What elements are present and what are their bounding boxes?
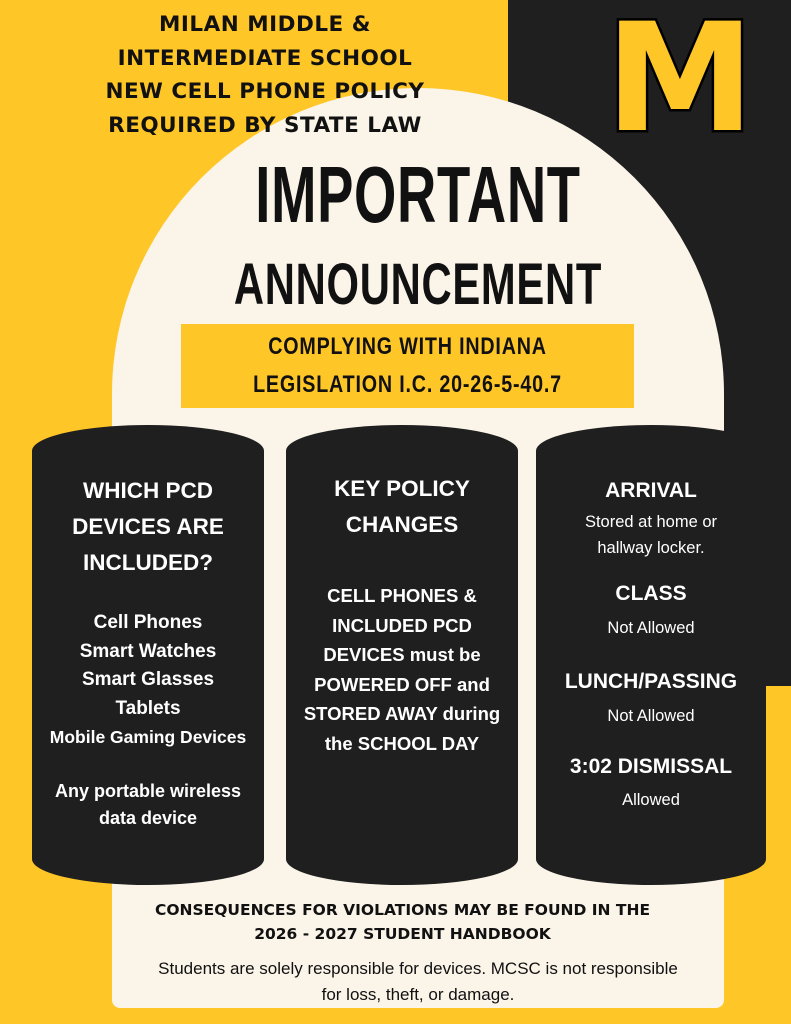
- policy-heading: [286, 471, 518, 543]
- device-item: Cell Phones: [93, 612, 203, 633]
- devices-heading: [32, 473, 264, 581]
- header-line: MILAN MIDDLE &: [159, 12, 371, 37]
- devices-extra: [32, 778, 264, 832]
- footer-line: for loss, theft, or damage.: [321, 985, 515, 1004]
- lunch-passing-label: LUNCH/PASSING: [564, 670, 738, 693]
- device-item: Mobile Gaming Devices: [49, 727, 247, 747]
- legislation-banner: [181, 324, 634, 408]
- class-label: CLASS: [615, 582, 687, 605]
- policy-column: [286, 425, 518, 885]
- policy-body: [286, 581, 518, 758]
- school-m-logo: [590, 8, 770, 140]
- devices-list: [32, 609, 264, 752]
- policy-line: CELL PHONES &: [327, 585, 477, 606]
- consequences-line: 2026 - 2027 STUDENT HANDBOOK: [254, 925, 551, 943]
- heading-line: CHANGES: [345, 512, 459, 537]
- footer-line: Students are solely responsible for devices. MCSC is not responsible: [158, 959, 678, 978]
- heading-line: WHICH PCD: [83, 478, 213, 503]
- policy-line: STORED AWAY during: [303, 703, 501, 724]
- extra-line: data device: [98, 808, 198, 828]
- policy-line: DEVICES must be: [323, 644, 481, 665]
- header-line: INTERMEDIATE SCHOOL: [117, 45, 413, 71]
- legislation-line: COMPLYING WITH INDIANA: [268, 333, 547, 360]
- lunch-passing-value: [536, 703, 766, 729]
- value-line: Not Allowed: [607, 707, 695, 725]
- heading-line: KEY POLICY: [334, 476, 470, 501]
- class-value: [536, 615, 766, 641]
- heading-line: INCLUDED?: [83, 550, 213, 575]
- devices-column: [32, 425, 264, 885]
- heading-line: DEVICES ARE: [72, 514, 224, 539]
- legislation-line: LEGISLATION I.C. 20-26-5-40.7: [253, 371, 562, 398]
- responsibility-footer: [112, 956, 724, 1008]
- arrival-value: [536, 509, 766, 561]
- dismissal-value: [536, 787, 766, 813]
- school-header: [20, 8, 510, 142]
- logo-letter: M: [605, 8, 755, 140]
- title-announcement: ANNOUNCEMENT: [233, 252, 603, 317]
- dismissal-label: 3:02 DISMISSAL: [569, 755, 733, 778]
- policy-line: INCLUDED PCD: [332, 614, 472, 636]
- extra-line: Any portable wireless: [54, 781, 242, 801]
- policy-line: POWERED OFF and: [314, 673, 490, 695]
- value-line: hallway locker.: [597, 539, 705, 557]
- device-item: Smart Glasses: [81, 669, 215, 690]
- header-line: REQUIRED BY STATE LAW: [108, 112, 422, 138]
- title-important: IMPORTANT: [255, 150, 581, 239]
- arrival-label: ARRIVAL: [605, 479, 697, 502]
- consequences-line: CONSEQUENCES FOR VIOLATIONS MAY BE FOUND IN THE: [154, 901, 651, 919]
- policy-line: the SCHOOL DAY: [324, 732, 480, 754]
- header-line: NEW CELL PHONE POLICY: [105, 79, 425, 104]
- value-line: Allowed: [622, 791, 680, 809]
- value-line: Stored at home or: [584, 513, 718, 531]
- value-line: Not Allowed: [607, 619, 695, 637]
- device-item: Smart Watches: [79, 640, 217, 662]
- device-item: Tablets: [115, 697, 181, 719]
- consequences-notice: [30, 898, 775, 946]
- schedule-column: [536, 425, 766, 885]
